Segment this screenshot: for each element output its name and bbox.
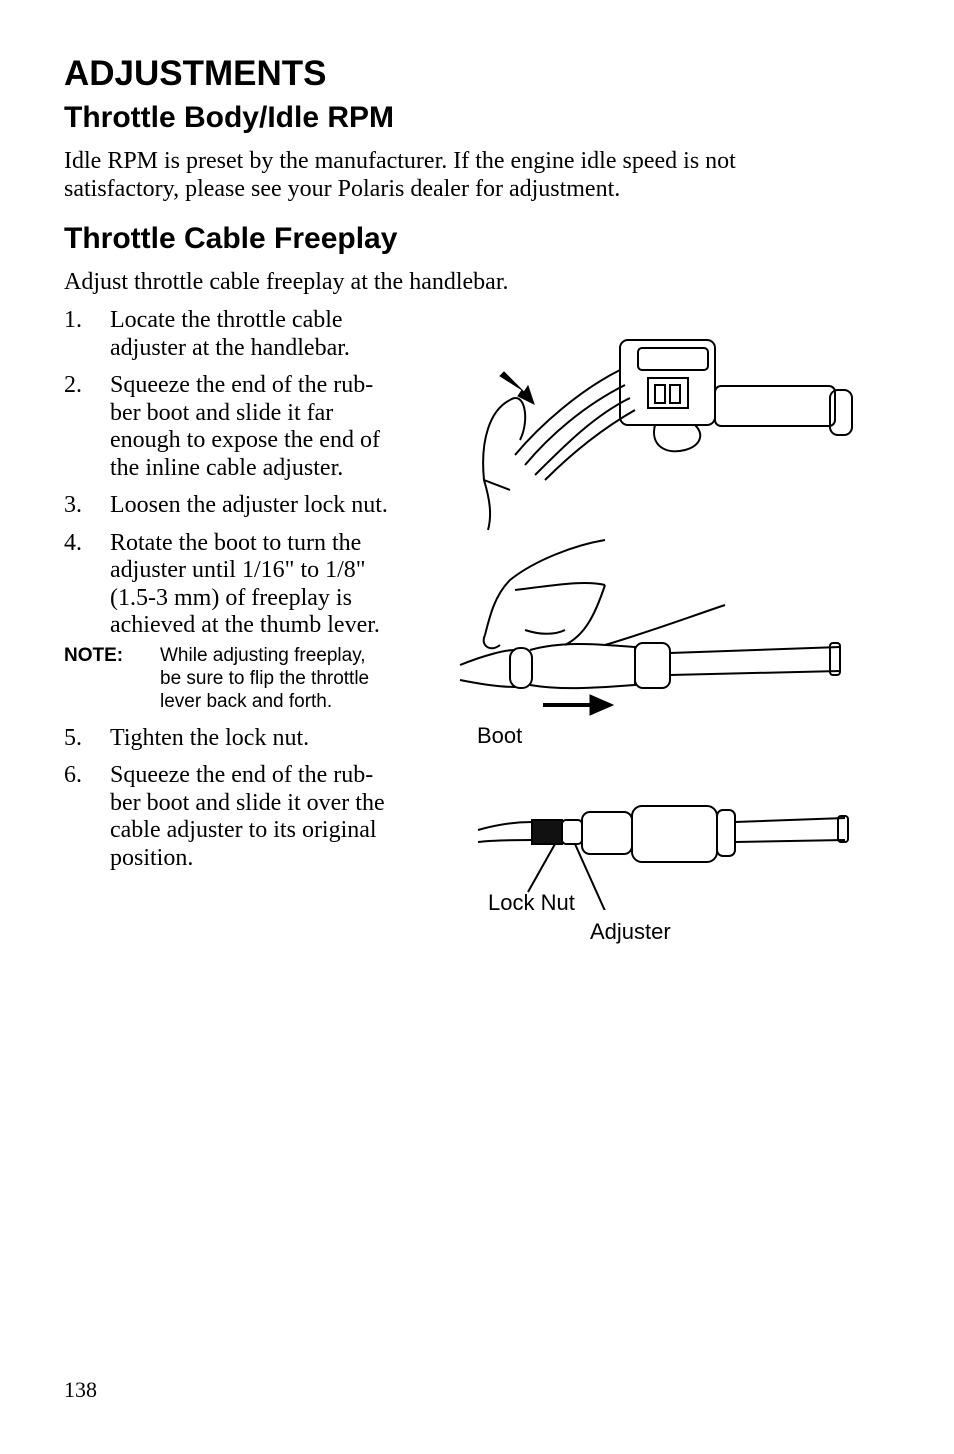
step-5 (64, 725, 444, 753)
step-number: 3. (64, 492, 82, 518)
step-text: Squeeze the end of the rub- (110, 762, 374, 788)
step-text: (1.5-3 mm) of freeplay is (110, 584, 352, 611)
step-1 (64, 307, 444, 362)
note-label: NOTE: (64, 644, 124, 666)
cable-freeplay-heading: Throttle Cable Freeplay (64, 222, 398, 255)
step-text: enough to expose the end of (110, 427, 380, 453)
step-number: 1. (64, 307, 82, 333)
note (64, 644, 444, 713)
step-text: ber boot and slide it over the (110, 789, 385, 816)
step-text: cable adjuster to its original (110, 817, 377, 843)
throttle-body-text-line2: satisfactory, please see your Polaris dealer for adjustment. (64, 176, 621, 202)
step-3 (64, 492, 444, 520)
step-text: ber boot and slide it far (110, 399, 334, 426)
step-text: the inline cable adjuster. (110, 454, 344, 481)
procedure-steps (64, 307, 444, 882)
step-4 (64, 530, 444, 640)
step-text: position. (110, 844, 194, 871)
step-text: adjuster at the handlebar. (110, 334, 350, 361)
boot-label: Boot (477, 723, 523, 748)
throttle-body-heading: Throttle Body/Idle RPM (64, 101, 394, 134)
handlebar-illustration (470, 330, 870, 535)
throttle-body-text (64, 147, 736, 203)
step-2 (64, 372, 444, 482)
step-text: Squeeze the end of the rub- (110, 372, 374, 398)
step-text: adjuster until 1/16" to 1/8" (110, 557, 366, 583)
boot-slide-illustration (455, 535, 855, 725)
step-text: Tighten the lock nut. (110, 724, 310, 751)
section-title: ADJUSTMENTS (64, 54, 327, 93)
adjuster-label: Adjuster (590, 919, 671, 944)
step-text: achieved at the thumb lever. (110, 612, 380, 638)
step-text: Rotate the boot to turn the (110, 529, 362, 556)
step-6 (64, 762, 444, 872)
step-number: 4. (64, 529, 82, 556)
throttle-body-text-line1: Idle RPM is preset by the manufacturer. If the engine idle speed is not (64, 148, 736, 174)
page-number: 138 (64, 1377, 97, 1402)
step-number: 2. (64, 372, 82, 398)
lock-nut-label: Lock Nut (488, 890, 575, 915)
step-number: 6. (64, 762, 82, 788)
note-text: lever back and forth. (160, 690, 333, 712)
step-number: 5. (64, 724, 82, 751)
note-text: be sure to flip the throttle (160, 667, 370, 689)
note-text: While adjusting freeplay, (160, 644, 366, 666)
step-text: Locate the throttle cable (110, 307, 343, 333)
step-text: Loosen the adjuster lock nut. (110, 492, 388, 518)
cable-freeplay-intro: Adjust throttle cable freeplay at the handlebar. (64, 269, 509, 295)
